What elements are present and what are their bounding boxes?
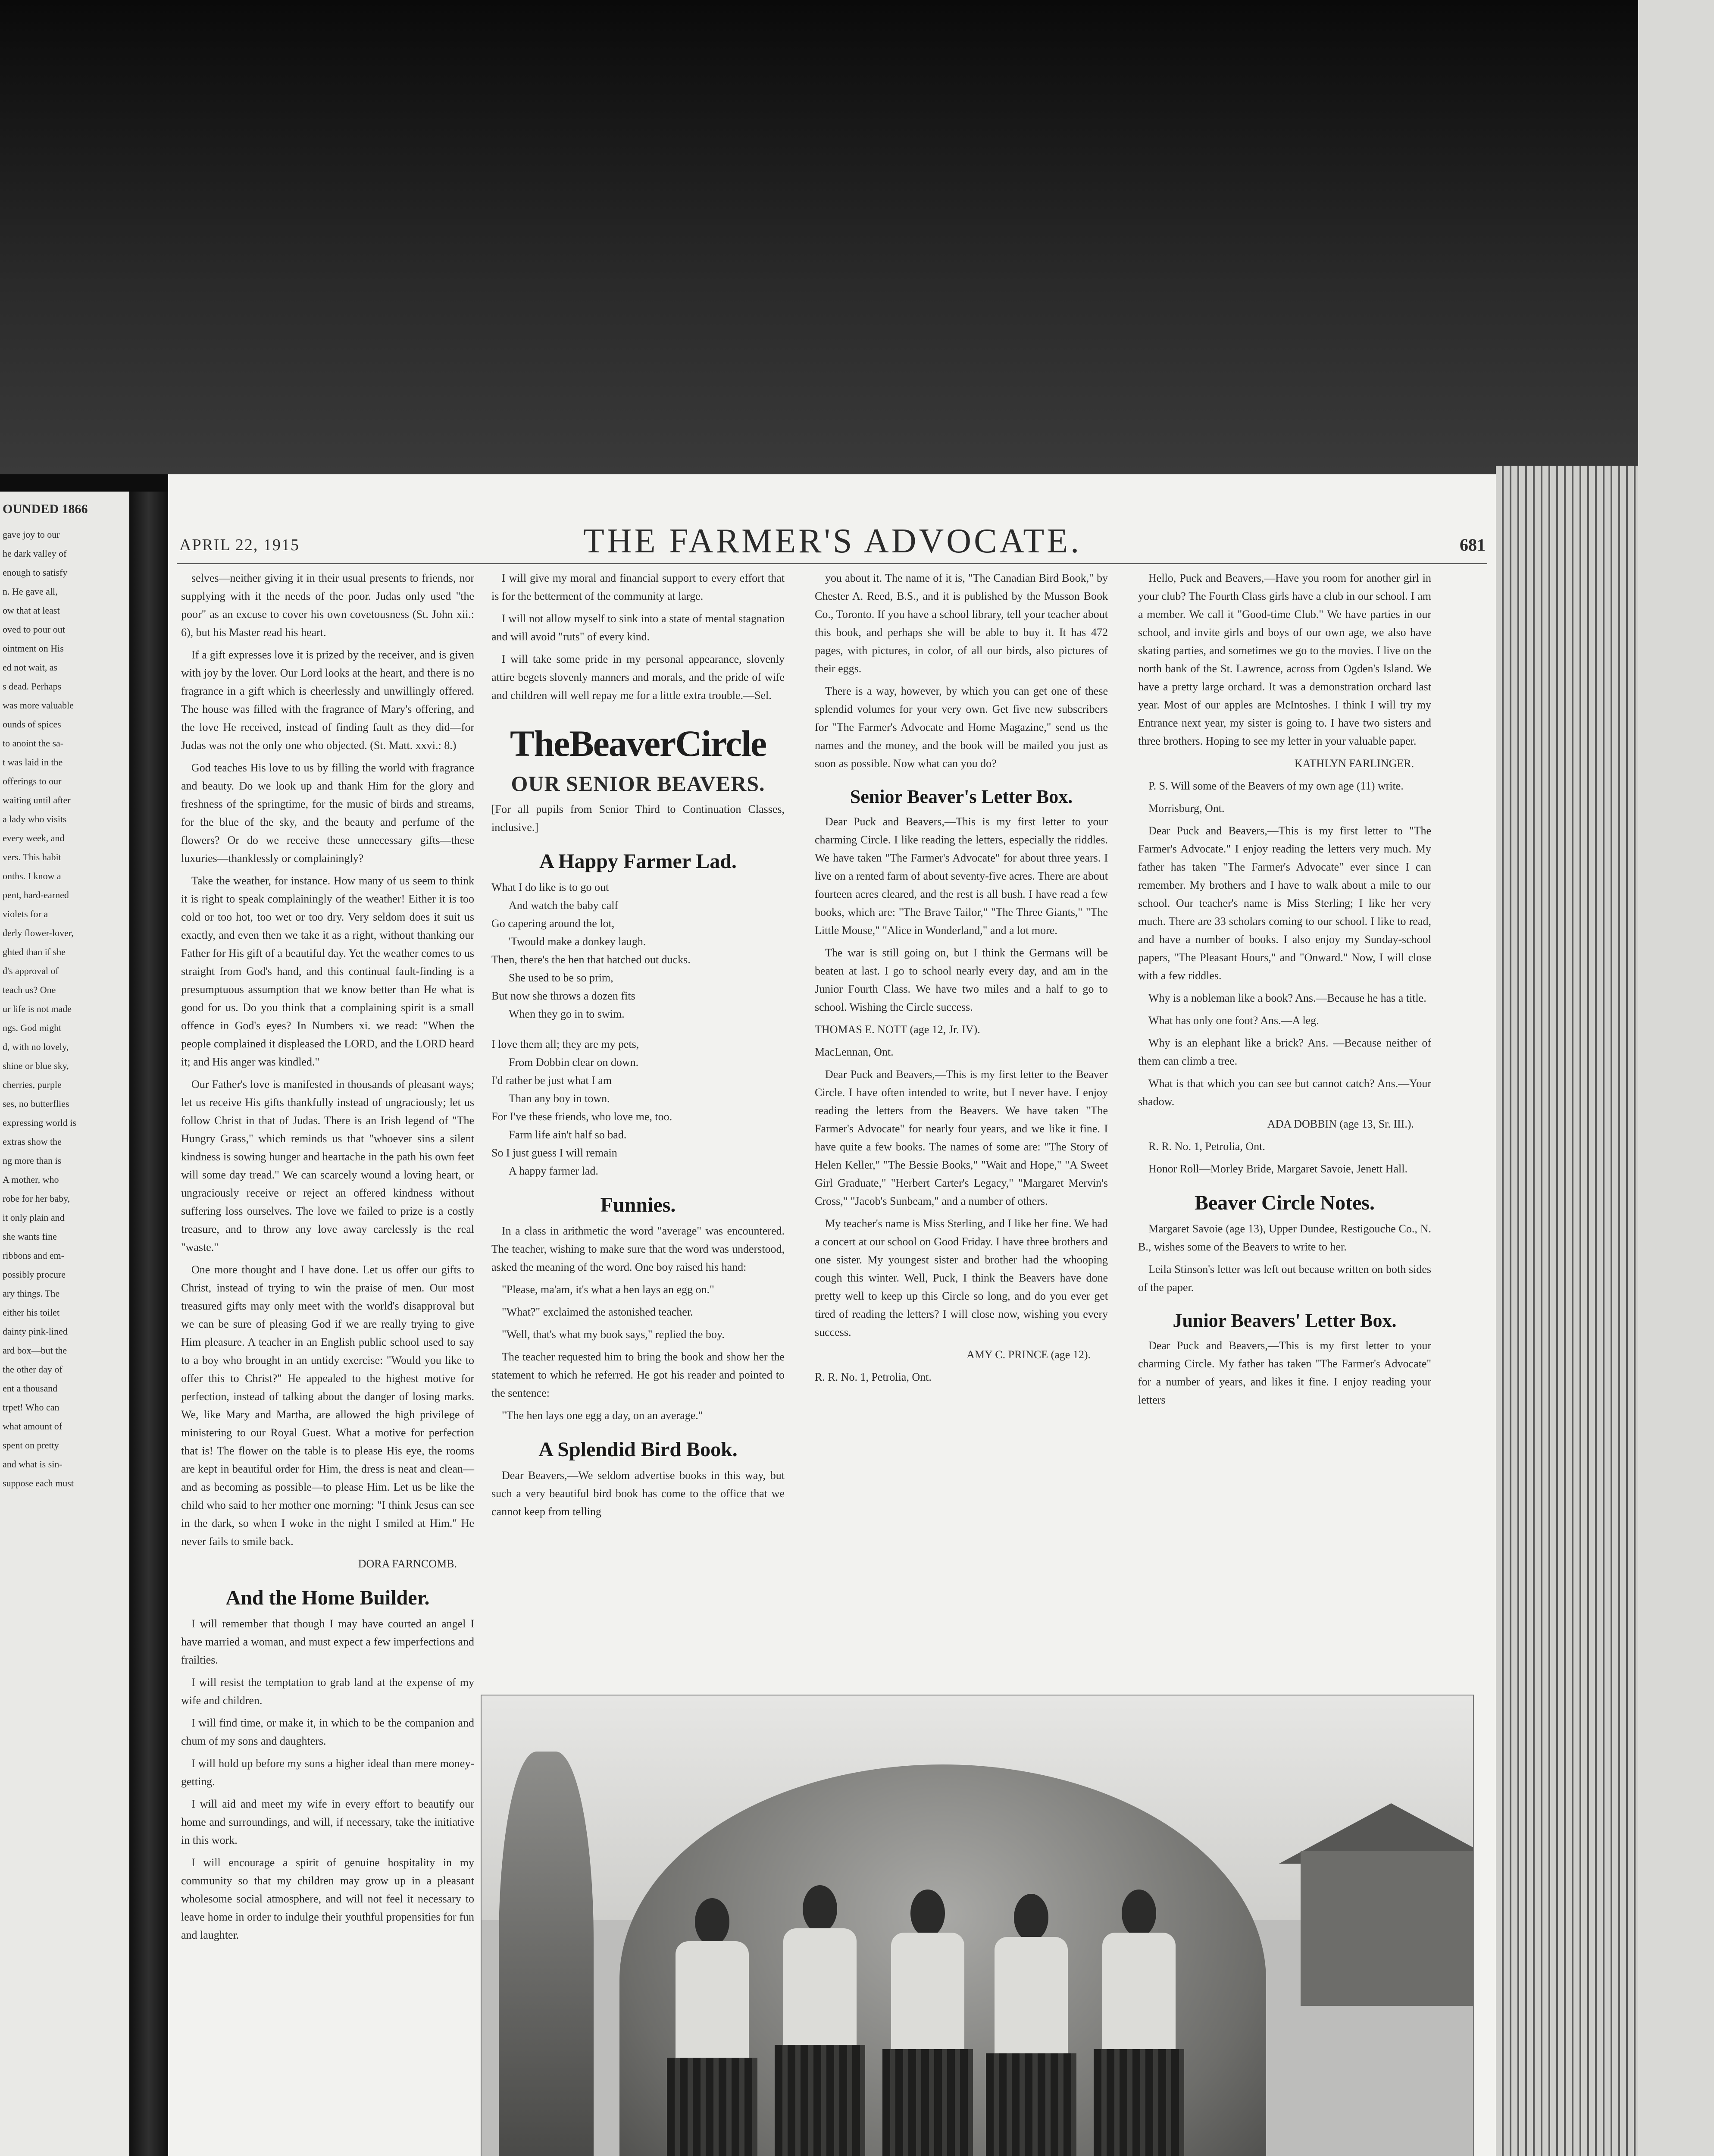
- paragraph: Dear Puck and Beavers,—This is my first letter to the Beaver Circle. I have often intended to write, but I never have. I enjoy reading the letters from the Beavers. We have taken "The Farmer's Advocate" for nearly four years, and we like it fine. I have quite a few books. The names of some are: "The Story of Helen Keller," "The Bessie Books," "Wait and Hope," "A Sweet Girl Graduate," "Herbert Carter's Legacy," "Margaret Mervin's Cross," "Jacob's Sunbeam," and a number of others.: [815, 1068, 1108, 1207]
- signature-thomas: THOMAS E. NOTT (age 12, Jr. IV).: [815, 1023, 980, 1036]
- left-page-line: suppose each must: [3, 1478, 74, 1489]
- issue-date: APRIL 22, 1915: [179, 536, 300, 554]
- poem-line: What I do like is to go out: [491, 881, 609, 893]
- left-page-line: ed not wait, as: [3, 662, 58, 673]
- signature-amy: AMY C. PRINCE (age 12).: [966, 1348, 1091, 1361]
- honor-roll: Honor Roll—Morley Bride, Margaret Savoie, Jenett Hall.: [1148, 1163, 1408, 1175]
- signature-ada-place: R. R. No. 1, Petrolia, Ont.: [1148, 1140, 1265, 1153]
- poem-line: For I've these friends, who love me, too.: [491, 1110, 672, 1123]
- senior-letter-box-heading: Senior Beaver's Letter Box.: [850, 786, 1073, 807]
- left-page-line: enough to satisfy: [3, 567, 68, 578]
- photo-house: [1301, 1851, 1473, 2006]
- paragraph: I will hold up before my sons a higher ideal than mere money-getting.: [181, 1757, 474, 1788]
- page-header: [179, 517, 1486, 561]
- left-page-line: t was laid in the: [3, 757, 63, 768]
- beaver-notes-heading: Beaver Circle Notes.: [1194, 1191, 1375, 1214]
- paragraph: If a gift expresses love it is prized by the receiver, and is given with joy by the lover. Our Lord looks at the heart, and there is no fragrance in a gift which is cheerlessly and unwillingly offered. The house was filled with the fragrance of Mary's offering, and the love He received, instead of finding fault as they did—for Judas was not the only one who objected. (St. Matt. xxvi.: 8.): [181, 649, 474, 752]
- bird-book-body: [491, 1467, 785, 1521]
- left-page-fragment: [0, 492, 129, 2156]
- page-number: 681: [1460, 535, 1486, 555]
- left-page-line: dainty pink-lined: [3, 1326, 68, 1337]
- poem-line: I'd rather be just what I am: [491, 1074, 612, 1087]
- paragraph: What has only one foot? Ans.—A leg.: [1148, 1014, 1319, 1027]
- left-page-line: the other day of: [3, 1364, 63, 1375]
- poem-line: When they go in to swim.: [509, 1008, 625, 1020]
- photo-figure-1: [667, 1898, 757, 2156]
- stanza-break: [491, 1023, 785, 1035]
- column-1-body: [181, 569, 474, 1551]
- left-page-line: shine or blue sky,: [3, 1060, 69, 1071]
- poem-line: And watch the baby calf: [509, 899, 619, 912]
- left-page-line: pent, hard-earned: [3, 890, 69, 900]
- left-page-line: oved to pour out: [3, 624, 65, 635]
- poem-line: So I just guess I will remain: [491, 1147, 617, 1159]
- paragraph: Hello, Puck and Beavers,—Have you room for another girl in your club? The Fourth Class girls have a club in our school. I am a member. We call it "Good-time Club." We have parties in our school, and invite girls and boys of our own age, we also have skating parties, and sometimes we go to the movies. I live on the north bank of the St. Lawrence, across from Ogden's Island. We have a pretty large orchard. It was a demonstration orchard last year. Most of our apples are McIntoshes. I think I will try my Entrance next year, my sister is going to. I have two sisters and three brothers. Hoping to see my letter in your valuable paper.: [1138, 572, 1431, 747]
- paragraph: I will aid and meet my wife in every effort to beautify our home and surroundings, and will, if necessary, take the initiative in this work.: [181, 1798, 474, 1846]
- left-page-line: ard box—but the: [3, 1345, 67, 1356]
- left-page-line: ary things. The: [3, 1288, 60, 1299]
- paragraph: Dear Puck and Beavers,—This is my first letter to your charming Circle. I like reading the letters, especially the riddles. We have taken "The Farmer's Advocate" for about three years. I live on a rented farm of about seventy-five acres. There are about fourteen acres cleared, and the rest is all bush. I have read a few books, which are: "The Brave Tailor," "The Three Giants," "The Little Mouse," "Alice in Wonderland," and a lot more.: [815, 815, 1108, 937]
- left-page-header: OUNDED 1866: [3, 502, 88, 516]
- paragraph: I will resist the temptation to grab land at the expense of my wife and children.: [181, 1676, 474, 1707]
- column-4-letter-2: [1138, 822, 1431, 1111]
- column-1: [181, 569, 474, 1949]
- funnies-heading: Funnies.: [600, 1194, 676, 1216]
- photo-figure-2: [775, 1885, 865, 2156]
- left-page-line: ses, no butterflies: [3, 1098, 69, 1109]
- poem-line: From Dobbin clear on down.: [509, 1056, 639, 1069]
- column-4-letter-1: [1138, 569, 1431, 750]
- paragraph: Dear Beavers,—We seldom advertise books in this way, but such a very beautiful bird book has come to the office that we cannot keep from telling: [491, 1469, 785, 1518]
- left-page-line: ribbons and em-: [3, 1250, 64, 1261]
- left-page-line: to anoint the sa-: [3, 738, 64, 749]
- left-page-line: ng more than is: [3, 1155, 62, 1166]
- paragraph: Why is a nobleman like a book? Ans.—Because he has a title.: [1148, 992, 1426, 1004]
- peasants-photograph: [481, 1695, 1474, 2156]
- left-page-line: derly flower-lover,: [3, 928, 74, 938]
- signature-amy-place: R. R. No. 1, Petrolia, Ont.: [815, 1371, 932, 1383]
- poem-line: A happy farmer lad.: [509, 1165, 598, 1177]
- left-page-line: vers. This habit: [3, 852, 61, 862]
- left-page-line: spent on pretty: [3, 1440, 59, 1451]
- left-page-line: and what is sin-: [3, 1459, 63, 1470]
- paragraph: Our Father's love is manifested in thousands of pleasant ways; let us receive His gifts thankfully instead of ungraciously; let us follow Christ in that of Judas. There is an Irish legend of "The Hungry Grass," which reminds us that "whoever sins a silent kindness is sowing hunger and heartache in the path his own feet will some day tread." We can scarcely wound a loving heart, or ungraciously receive or reject an offered kindness without suffering loss ourselves. The love we failed to prize is a costly treasure, and to throw any love away carelessly is the real "waste.": [181, 1078, 474, 1253]
- paragraph: The war is still going on, but I think the Germans will be beaten at last. I go to school nearly every day, and am in the Junior Fourth Class. We have two miles and a half to go to school. Wishing the Circle success.: [815, 946, 1108, 1013]
- poem-heading: A Happy Farmer Lad.: [539, 850, 737, 873]
- postscript: P. S. Will some of the Beavers of my own age (11) write.: [1148, 780, 1404, 792]
- left-page-line: teach us? One: [3, 984, 56, 995]
- left-page-line: A mother, who: [3, 1174, 59, 1185]
- left-page-line: ghted than if she: [3, 946, 66, 957]
- header-rule: [177, 563, 1487, 564]
- paragraph: Margaret Savoie (age 13), Upper Dundee, Restigouche Co., N. B., wishes some of the Beavers to write to her.: [1138, 1222, 1431, 1253]
- poem-line: But now she throws a dozen fits: [491, 990, 635, 1002]
- left-page-line: possibly procure: [3, 1269, 66, 1280]
- poem-line: Farm life ain't half so bad.: [509, 1128, 627, 1141]
- photo-tree-left: [499, 1752, 594, 2156]
- left-page-line: ur life is not made: [3, 1003, 72, 1014]
- signature-kathlyn: KATHLYN FARLINGER.: [1294, 757, 1414, 770]
- paragraph: I will not allow myself to sink into a state of mental stagnation and will avoid "ruts" of every kind.: [491, 612, 785, 643]
- poem-line: Then, there's the hen that hatched out ducks.: [491, 953, 691, 966]
- home-builder-body: [181, 1615, 474, 1944]
- left-page-line: ow that at least: [3, 605, 60, 616]
- paragraph: What is that which you can see but cannot catch? Ans.—Your shadow.: [1138, 1077, 1431, 1108]
- left-page-line: ounds of spices: [3, 719, 61, 730]
- paragraph: "Well, that's what my book says," replied the boy.: [502, 1328, 725, 1341]
- bird-book-heading: A Splendid Bird Book.: [538, 1438, 738, 1461]
- paragraph: There is a way, however, by which you can get one of these splendid volumes for your very own. Get five new subscribers for "The Farmer's Advocate and Home Magazine," send us the names and the money, and the book will be mailed you just as soon as possible. Now what can you do?: [815, 685, 1108, 770]
- left-page-line: onths. I know a: [3, 871, 61, 881]
- paragraph: "Please, ma'am, it's what a hen lays an egg on.": [502, 1283, 714, 1296]
- paragraph: Dear Puck and Beavers,—This is my first letter to "The Farmer's Advocate." I enjoy reading the letters very much. My father has taken "The Farmer's Advocate" ever since I can remember. My brothers and I have to walk about a mile to our school. Our teacher's name is Miss Sterling; I like her very much. There are 33 scholars coming to our school. I like to read, and have a number of books. I also enjoy my Sunday-school papers, "The Pleasant Hours," and "Onward." Now, I will close with a few riddles.: [1138, 824, 1431, 982]
- masthead-title: THE FARMER'S ADVOCATE.: [583, 522, 1082, 560]
- paragraph: "The hen lays one egg a day, on an average.": [502, 1409, 703, 1422]
- beaver-notes-body: [1138, 1220, 1431, 1297]
- junior-letter-body: [1138, 1337, 1431, 1409]
- signature-kathlyn-place: Morrisburg, Ont.: [1148, 802, 1225, 815]
- paragraph: Why is an elephant like a brick? Ans. —Because neither of them can climb a tree.: [1138, 1037, 1431, 1067]
- home-builder-heading: And the Home Builder.: [225, 1586, 430, 1609]
- left-page-line: ent a thousand: [3, 1383, 58, 1394]
- funnies-body: [491, 1222, 785, 1425]
- left-page-line: d's approval of: [3, 965, 59, 976]
- paragraph: The teacher requested him to bring the book and show her the statement to which he referred. He got his reader and pointed to the sentence:: [491, 1351, 785, 1399]
- signature-thomas-place: MacLennan, Ont.: [815, 1046, 894, 1058]
- paragraph: Leila Stinson's letter was left out because written on both sides of the paper.: [1138, 1263, 1431, 1294]
- column-4: [1138, 569, 1431, 1413]
- poem-line: Than any boy in town.: [509, 1092, 610, 1105]
- senior-letter-2: [815, 1065, 1108, 1341]
- left-page-line: ointment on His: [3, 643, 64, 654]
- left-page-line: either his toilet: [3, 1307, 59, 1318]
- paragraph: One more thought and I have done. Let us offer our gifts to Christ, instead of trying to win the praise of men. Our most treasured gifts may only meet with the world's disapproval but we can be sure of pleasing God if we are really trying to give Him pleasure. A teacher in an English public school used to say to a boy who brought in an untidy exercise: "Would you like to offer this to Christ?" He appealed to the highest motive for perfection, instead of talking about the danger of losing marks. We, like Mary and Martha, are allowed the high privilege of ministering to our Royal Guest. What a motive for perfection that is! The flower on the table is to please His eye, the rooms are kept in beautiful order for Him, the dress is neat and clean—and as becoming as possible—to please Him. Let us be like the child who said to her mother one morning: "I think Jesus can see in the dark, so when I woke in the night I smiled at Him." He never fails to smile back.: [181, 1263, 474, 1548]
- poem-body: [491, 878, 785, 1180]
- left-page-line: n. He gave all,: [3, 586, 58, 597]
- column-2-intro: [491, 569, 785, 705]
- left-page-line: violets for a: [3, 909, 48, 919]
- senior-letter-1: [815, 813, 1108, 1016]
- scanner-background-top: [0, 0, 1714, 474]
- paragraph: I will take some pride in my personal appearance, slovenly attire begets slovenly manners and morals, and the pride of wife and children will well repay me for a little extra trouble.—Sel.: [491, 653, 785, 702]
- paragraph: I will find time, or make it, in which to be the companion and chum of my sons and daughters.: [181, 1717, 474, 1747]
- poem-line: She used to be so prim,: [509, 971, 613, 984]
- newspaper-page: [168, 474, 1496, 2156]
- signature-ada: ADA DOBBIN (age 13, Sr. III.).: [1267, 1118, 1414, 1130]
- paragraph: I will give my moral and financial support to every effort that is for the betterment of the community at large.: [491, 572, 785, 602]
- left-page-line: it only plain and: [3, 1212, 65, 1223]
- paragraph: My teacher's name is Miss Sterling, and I like her fine. We had a concert at our school on Good Friday. I have three brothers and one sister. My youngest sister and brother had the whooping cough this winter. Well, Puck, I think the Beavers have done pretty well to keep up this Circle so long, and do you ever get tired of reading the letters? I will close now, wishing you every success.: [815, 1217, 1108, 1338]
- paragraph: you about it. The name of it is, "The Canadian Bird Book," by Chester A. Reed, B.S., and it is published by the Musson Book Co., Toronto. If you have a school library, tell your teacher about this book, and perhaps she will be able to buy it. It has 472 pages, with pictures, in color, of all our birds, also pictures of their eggs.: [815, 572, 1108, 675]
- paragraph: In a class in arithmetic the word "average" was encountered. The teacher, wishing to make sure that the word was understood, asked the meaning of the word. One boy raised his hand:: [491, 1225, 785, 1273]
- senior-note: [For all pupils from Senior Third to Continuation Classes, inclusive.]: [491, 803, 785, 834]
- left-page-line: gave joy to our: [3, 529, 60, 540]
- left-page-line: a lady who visits: [3, 814, 67, 824]
- left-page-line: trpet! Who can: [3, 1402, 59, 1413]
- book-gutter: [129, 492, 168, 2156]
- photo-figure-4: [986, 1894, 1076, 2156]
- left-page-line: every week, and: [3, 833, 65, 843]
- scanner-edge: [1638, 0, 1714, 2156]
- paragraph: I will remember that though I may have courted an angel I have married a woman, and must expect a few imperfections and frailties.: [181, 1617, 474, 1666]
- column-2: [491, 569, 785, 1525]
- photo-figure-5: [1094, 1890, 1184, 2156]
- left-page-line: expressing world is: [3, 1117, 77, 1128]
- book-page-edges: [1496, 466, 1638, 2156]
- junior-letter-box-heading: Junior Beavers' Letter Box.: [1173, 1310, 1397, 1331]
- paragraph: Dear Puck and Beavers,—This is my first letter to your charming Circle. My father has taken "The Farmer's Advocate" for a number of years, and likes it fine. I enjoy reading your letters: [1138, 1339, 1431, 1406]
- poem-line: 'Twould make a donkey laugh.: [509, 935, 646, 948]
- paragraph: God teaches His love to us by filling the world with fragrance and beauty. Do we look up and thank Him for the glory and freshness of the springtime, for the music of birds and streams, for the blue of the sky, and the beauty and perfume of the flowers? Or do we receive these unnecessary gifts—these luxuries—thanklessly or complainingly?: [181, 761, 474, 865]
- left-page-line: extras show the: [3, 1136, 62, 1147]
- left-page-line: robe for her baby,: [3, 1193, 70, 1204]
- left-page-line: d, with no lovely,: [3, 1041, 69, 1052]
- left-page-line: what amount of: [3, 1421, 63, 1432]
- left-page-line: cherries, purple: [3, 1079, 62, 1090]
- left-page-line: she wants fine: [3, 1231, 57, 1242]
- beaver-circle-title: TheBeaverCircle: [510, 723, 766, 764]
- column-3-intro: [815, 569, 1108, 773]
- paragraph: selves—neither giving it in their usual presents to friends, nor supplying with it the needs of the poor. Judas only used "the poor" as an excuse to cover his own covetousness (St. John xii.: 6), but his Master read his heart.: [181, 572, 474, 639]
- poem-line: I love them all; they are my pets,: [491, 1038, 639, 1050]
- paragraph: "What?" exclaimed the astonished teacher.: [502, 1306, 693, 1318]
- left-page-line: s dead. Perhaps: [3, 681, 62, 692]
- left-page-text: [0, 525, 129, 1493]
- column-3: [815, 569, 1108, 1391]
- paragraph: Take the weather, for instance. How many of us seem to think it is right to speak complainingly of the weather! Either it is too cold or too hot, too wet or too dry. Very seldom does it suit us exactly, and even then we take it as a right, without thanking our Father for His gift of a beautiful day. Yet the weather comes to us straight from God's hand, and this continual fault-finding is a presumptuous assumption that we know better than He what is good for us. Do you think that a complaining spirit is a small offence in God's eyes? In Numbers xi. we read: "When the people complained it displeased the LORD, and the LORD heard it; and His anger was kindled.": [181, 874, 474, 1068]
- senior-beavers-heading: OUR SENIOR BEAVERS.: [511, 771, 765, 796]
- left-page-line: waiting until after: [3, 795, 71, 805]
- left-page-line: ngs. God might: [3, 1022, 62, 1033]
- paragraph: I will encourage a spirit of genuine hospitality in my community so that my children may grow up in a pleasant wholesome social atmosphere, and will not feel it necessary to leave home in order to indulge their youthful propensities for fun and laughter.: [181, 1856, 474, 1941]
- left-page-line: he dark valley of: [3, 548, 67, 559]
- photo-figure-3: [882, 1890, 973, 2156]
- left-page-line: was more valuable: [3, 700, 74, 711]
- signature-dora: DORA FARNCOMB.: [358, 1557, 457, 1570]
- poem-line: Go capering around the lot,: [491, 917, 615, 930]
- left-page-line: offerings to our: [3, 776, 62, 787]
